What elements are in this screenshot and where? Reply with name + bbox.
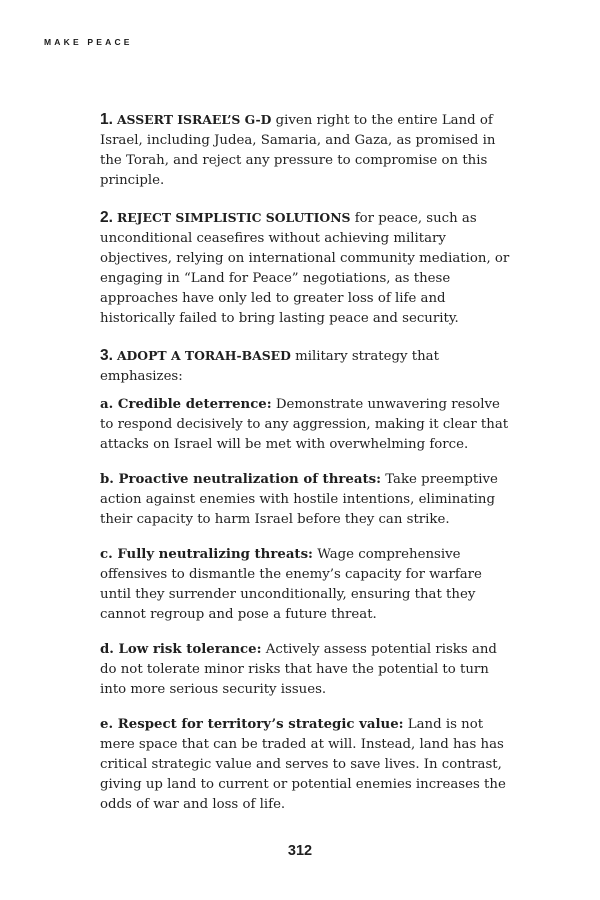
subpoint-a — [100, 395, 510, 455]
subpoint-lead: e. Respect for territory’s strategic value: — [100, 717, 404, 732]
page-body — [100, 110, 510, 830]
subpoint-lead: b. Proactive neutralization of threats: — [100, 472, 381, 487]
point-number: 3. — [100, 347, 113, 364]
subpoint-text: Land is not mere space that can be traded at will. Instead, land has has critical strategic value and serves to save lives. In contrast, giving up land to current or potential enemies increases the odds of war and loss of life. — [100, 717, 506, 812]
page-number: 312 — [287, 843, 313, 859]
subpoint-c — [100, 545, 510, 625]
point-lead: REJECT SIMPLISTIC SOLUTIONS — [116, 210, 351, 225]
subpoint-lead: d. Low risk tolerance: — [100, 642, 262, 657]
point-text: military strategy that emphasizes: — [100, 349, 439, 384]
point-text: given right to the entire Land of Israel, including Judea, Samaria, and Gaza, as promised in the Torah, and reject any pressure to compromise on this principle. — [100, 113, 496, 188]
point-text: for peace, such as unconditional ceasefires without achieving military objectives, relying on international community mediation, or engaging in “Land for Peace” negotiations, as these approaches have only led to greater loss of life and historically failed to bring lasting peace and security. — [100, 211, 510, 326]
point-2 — [100, 208, 510, 329]
point-lead: ASSERT ISRAEL’S G-D — [116, 112, 272, 127]
subpoint-e — [100, 715, 510, 815]
running-head: MAKE PEACE — [44, 37, 133, 47]
point-1 — [100, 110, 510, 191]
subpoint-text: Actively assess potential risks and do not tolerate minor risks that have the potential to turn into more serious security issues. — [100, 642, 497, 697]
subpoint-lead: c. Fully neutralizing threats: — [100, 547, 313, 562]
point-number: 1. — [100, 111, 113, 128]
subpoint-text: Take preemptive action against enemies with hostile intentions, eliminating their capacity to harm Israel before they can strike. — [100, 472, 498, 527]
subpoint-b — [100, 470, 510, 530]
subpoint-lead: a. Credible deterrence: — [100, 397, 272, 412]
point-number: 2. — [100, 209, 113, 226]
point-3 — [100, 346, 510, 387]
subpoint-text: Demonstrate unwavering resolve to respond decisively to any aggression, making it clear that attacks on Israel will be met with overwhelming force. — [100, 397, 509, 452]
point-lead: ADOPT A TORAH-BASED — [116, 348, 291, 363]
subpoint-text: Wage comprehensive offensives to dismantle the enemy’s capacity for warfare until they surrender unconditionally, ensuring that they cannot regroup and pose a future threat. — [100, 547, 482, 622]
subpoint-d — [100, 640, 510, 700]
